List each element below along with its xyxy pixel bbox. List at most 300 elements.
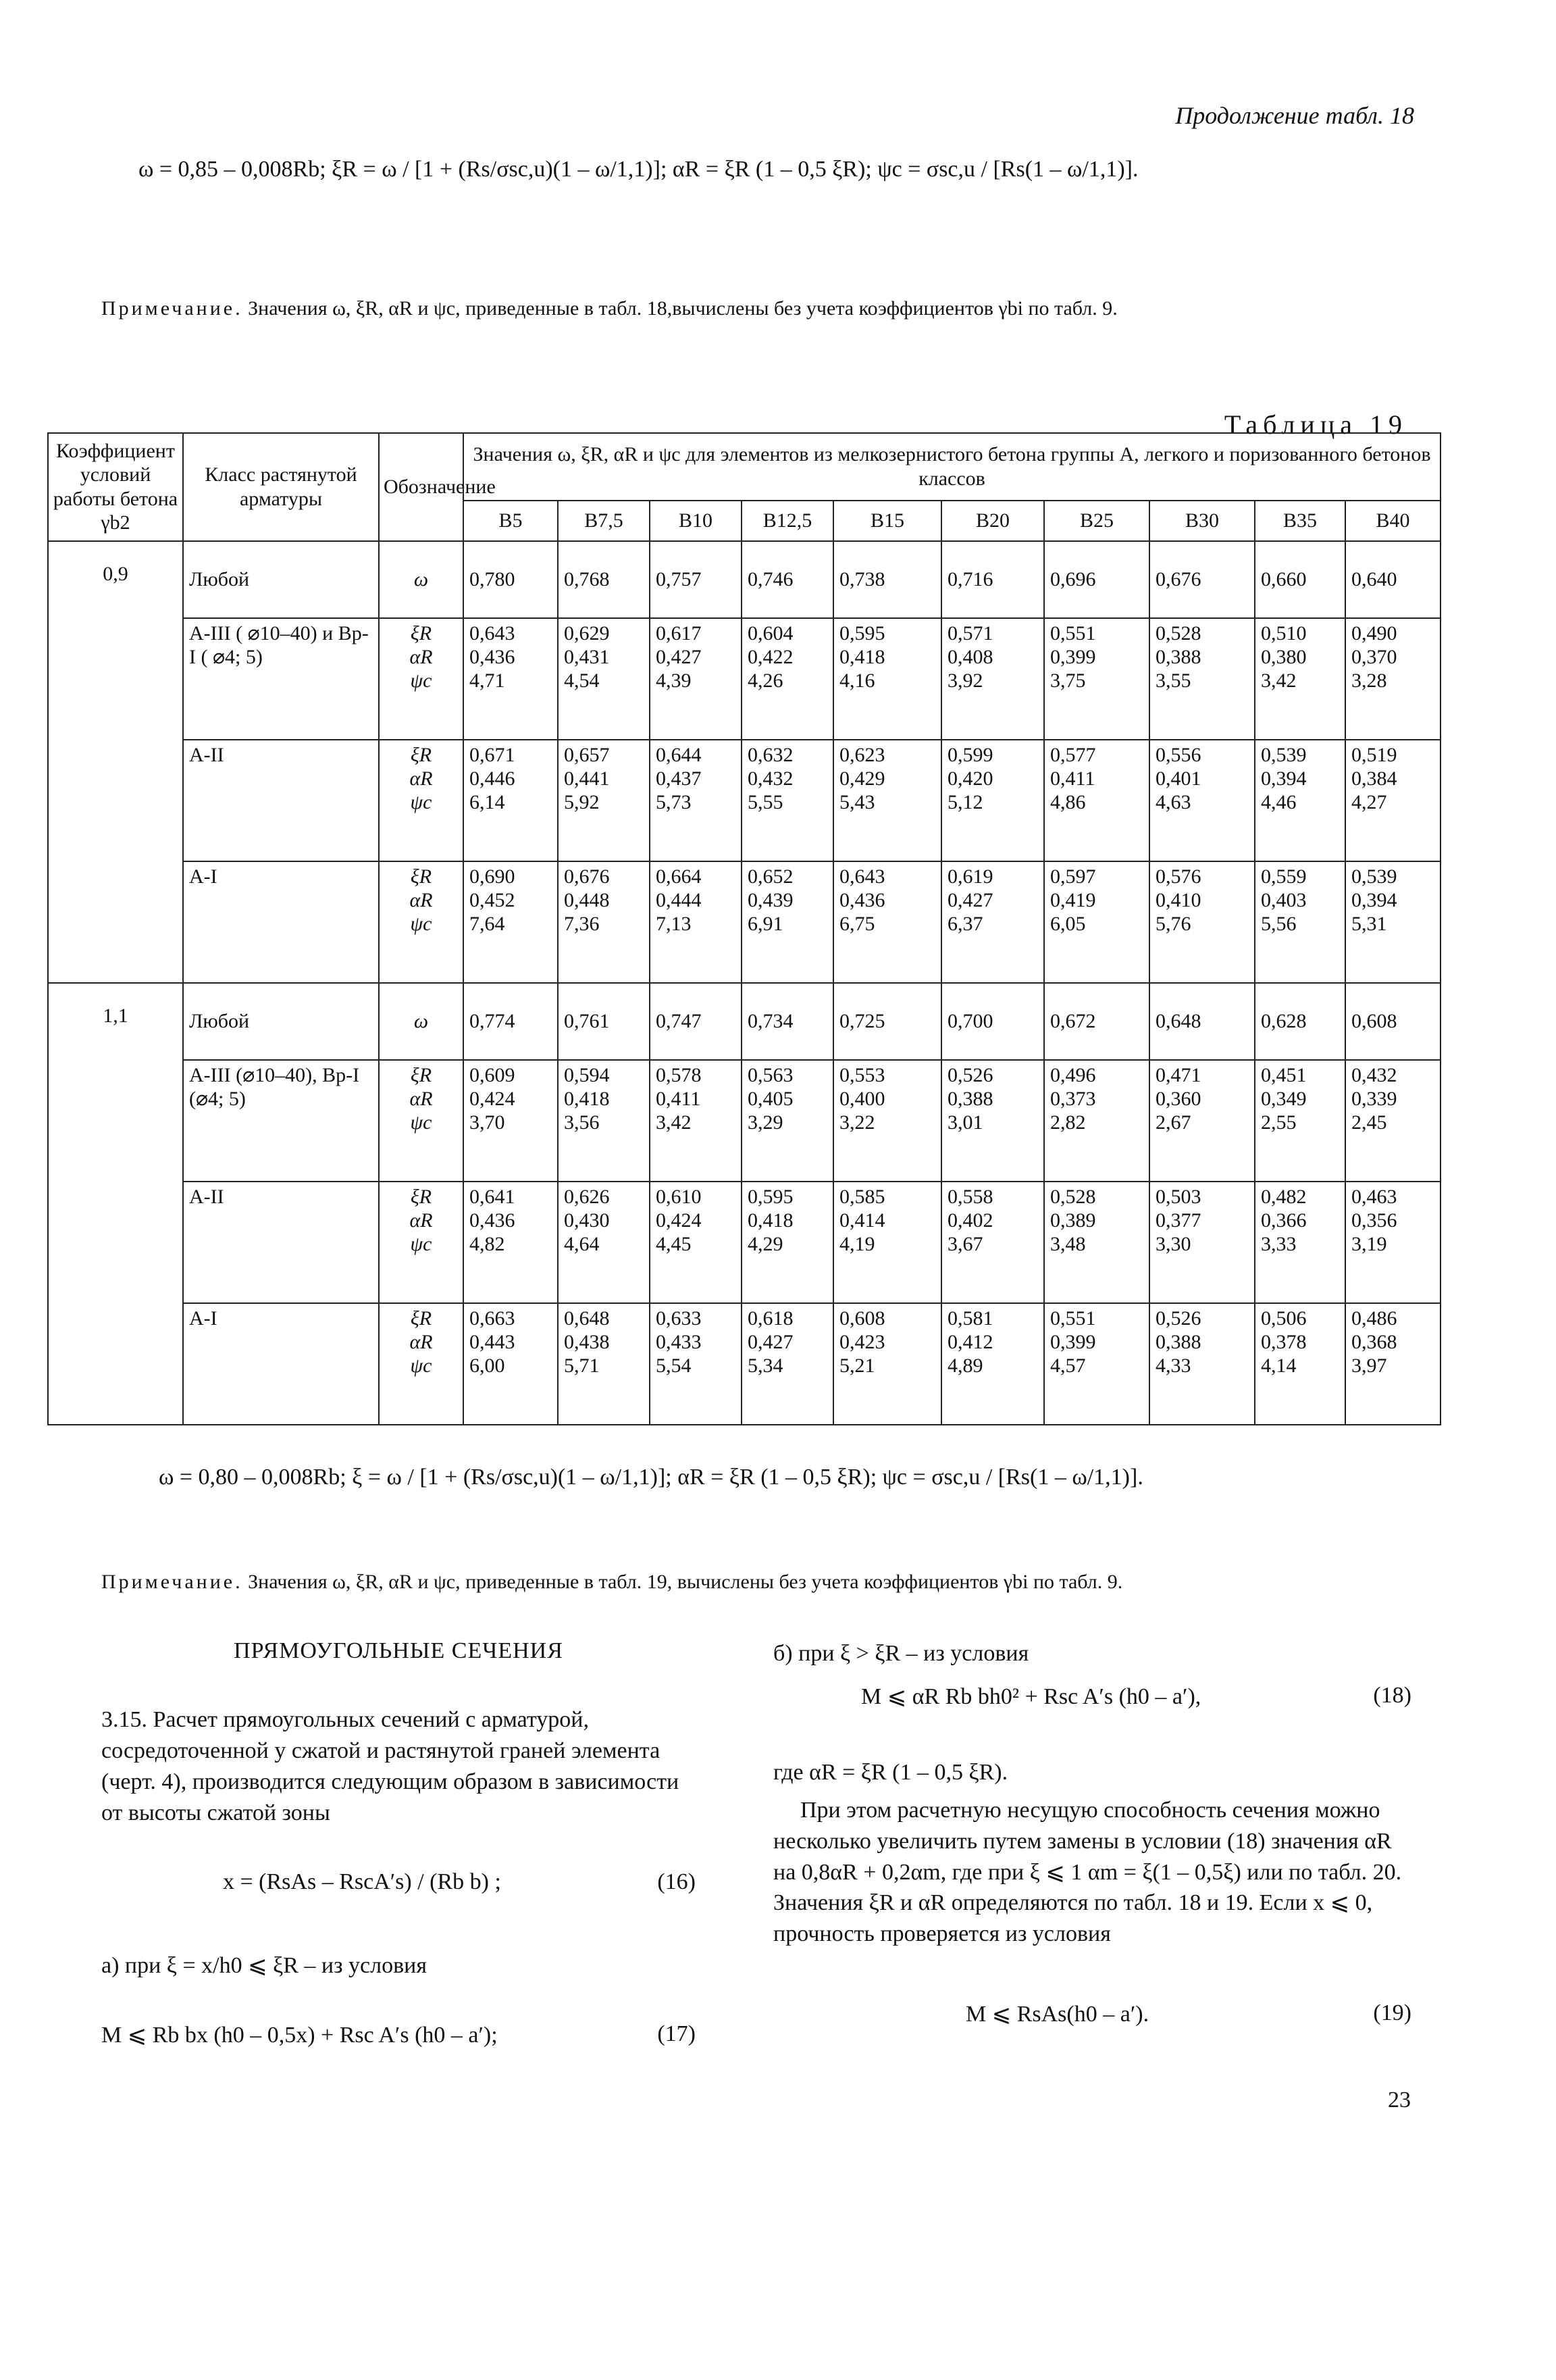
value: 0,608 [1351,1009,1397,1032]
value-cell [941,1060,1044,1182]
value: 0,427 [748,1330,794,1353]
eq16-body: x = (RsAs – RscA′s) / (Rb b) ; [223,1869,501,1894]
value-cell [1149,1303,1255,1425]
value: 0,559 [1261,865,1307,888]
value-cell [833,740,941,861]
value: 0,571 [948,622,993,644]
designation-cell [379,740,463,861]
value-cell [742,861,833,983]
steel-class-cell: А-II [183,1182,379,1303]
value: 0,441 [564,767,610,790]
value: 0,471 [1156,1063,1201,1086]
header-class-4: B15 [833,501,941,541]
value-cell [1255,541,1345,618]
steel-class-cell: Любой [183,541,379,618]
table-row [48,861,1441,983]
value: 6,75 [839,913,875,936]
value: 0,388 [1156,645,1201,668]
value: 3,67 [948,1233,983,1256]
value: 0,418 [748,1209,794,1232]
value: 0,370 [1351,645,1397,668]
value: 0,496 [1050,1063,1096,1086]
header-class-0: B5 [463,501,558,541]
value: 0,633 [656,1307,702,1330]
header-class-3: B12,5 [742,501,833,541]
table-row [48,983,1441,1060]
value: 0,577 [1050,743,1096,766]
value-cell [1255,983,1345,1060]
value: 0,671 [469,743,515,766]
value-cell [558,983,650,1060]
value: 3,97 [1351,1354,1387,1377]
value: 3,42 [656,1111,692,1134]
value-cell [742,983,833,1060]
value: 0,643 [839,865,885,888]
table-row [48,541,1441,618]
value-cell [463,618,558,740]
value: 0,482 [1261,1185,1307,1208]
eq17-body: M ⩽ Rb bx (h0 – 0,5x) + Rsc A′s (h0 – a′); [101,2023,498,2048]
value: 0,414 [839,1209,885,1232]
value: 3,56 [564,1111,600,1134]
value-cell [1345,861,1441,983]
header-row-1 [48,433,1441,501]
value: 0,436 [839,888,885,911]
value: 4,45 [656,1233,692,1256]
value: 0,628 [1261,1009,1307,1032]
table-row [48,1303,1441,1425]
value: 7,64 [469,913,505,936]
value-cell [833,618,941,740]
value: 0,657 [564,743,610,766]
value: 0,427 [656,645,702,668]
eq18-number: (18) [1373,1682,1411,1708]
value: 4,19 [839,1233,875,1256]
value: 0,648 [564,1307,610,1330]
value-cell [941,861,1044,983]
value: 3,92 [948,669,983,692]
value-cell [463,1060,558,1182]
value: 0,528 [1050,1185,1096,1208]
value-cell [833,1060,941,1182]
value: 0,463 [1351,1185,1397,1208]
header-class-2: B10 [650,501,742,541]
symbol: ψc [410,1111,432,1134]
value: 6,14 [469,791,505,814]
value: 0,418 [564,1087,610,1110]
value-cell [742,618,833,740]
value: 0,644 [656,743,702,766]
value-cell [1149,1182,1255,1303]
value: 5,76 [1156,913,1191,936]
equation-19 [773,2000,1411,2034]
coef-cell: 1,1 [48,983,183,1425]
value: 0,503 [1156,1185,1201,1208]
value: 5,71 [564,1354,600,1377]
value-cell [941,541,1044,618]
equation-16 [101,1856,696,1917]
value-cell [1255,1182,1345,1303]
value: 2,55 [1261,1111,1297,1134]
value: 0,553 [839,1063,885,1086]
value: 0,443 [469,1330,515,1353]
value: 4,33 [1156,1354,1191,1377]
value: 6,00 [469,1354,505,1377]
note-1 [101,297,1118,320]
value: 0,664 [656,865,702,888]
symbol: ξR [410,1307,432,1330]
value: 3,48 [1050,1233,1086,1256]
value: 4,29 [748,1233,783,1256]
value: 0,556 [1156,743,1201,766]
value: 4,26 [748,669,783,692]
value-cell [1149,541,1255,618]
value: 0,430 [564,1209,610,1232]
value: 3,01 [948,1111,983,1134]
value: 0,399 [1050,1330,1096,1353]
symbol: ξR [410,1185,432,1208]
continuation-header: Продолжение табл. 18 [1175,102,1414,129]
value-cell [742,1060,833,1182]
value: 6,37 [948,913,983,936]
value-cell [1345,618,1441,740]
value-cell [1345,1182,1441,1303]
equation-17 [101,2021,696,2055]
value: 2,67 [1156,1111,1191,1134]
value: 2,45 [1351,1111,1387,1134]
value-cell [1044,1303,1149,1425]
value: 0,551 [1050,1307,1096,1330]
value: 0,539 [1351,865,1397,888]
value: 0,581 [948,1307,993,1330]
value: 0,486 [1351,1307,1397,1330]
value-cell [833,1182,941,1303]
value: 0,617 [656,622,702,644]
value: 0,663 [469,1307,515,1330]
value-cell [1149,1060,1255,1182]
designation-cell [379,541,463,618]
value: 0,585 [839,1185,885,1208]
value: 0,452 [469,888,515,911]
value: 0,490 [1351,622,1397,644]
value: 0,609 [469,1063,515,1086]
eq17-number: (17) [657,2021,696,2047]
eq18-body: M ⩽ αR Rb bh0² + Rsc A′s (h0 – a′), [861,1683,1201,1709]
value: 0,619 [948,865,993,888]
value: 3,28 [1351,669,1387,692]
value: 0,641 [469,1185,515,1208]
value: 0,626 [564,1185,610,1208]
value: 0,378 [1261,1330,1307,1353]
value-cell [1255,1060,1345,1182]
value: 0,774 [469,1009,515,1032]
value: 0,632 [748,743,794,766]
value: 0,528 [1156,622,1201,644]
symbol: ξR [410,743,432,766]
note-2-text: Значения ω, ξR, αR и ψc, приведенные в табл. 19, вычислены без учета коэффициентов γbi по табл. 9. [242,1571,1123,1593]
value: 0,436 [469,645,515,668]
value: 0,410 [1156,888,1201,911]
value: 0,419 [1050,888,1096,911]
value: 0,648 [1156,1009,1201,1032]
value-cell [463,861,558,983]
where-clause: где αR = ξR (1 – 0,5 ξR). [773,1759,1008,1785]
header-designation: Обозначение [379,433,463,541]
value-cell [1149,740,1255,861]
value-cell [463,740,558,861]
value: 0,403 [1261,888,1307,911]
value-cell [1044,1060,1149,1182]
value-cell [1255,618,1345,740]
value: 0,510 [1261,622,1307,644]
value: 0,451 [1261,1063,1307,1086]
symbol: αR [409,1087,433,1110]
value: 0,652 [748,865,794,888]
value-cell [1044,740,1149,861]
value: 5,92 [564,791,600,814]
value: 3,22 [839,1111,875,1134]
value: 0,597 [1050,865,1096,888]
designation-cell [379,1182,463,1303]
value-cell [941,740,1044,861]
symbol: αR [409,767,433,790]
designation-cell [379,1060,463,1182]
value: 6,05 [1050,913,1086,936]
value: 0,429 [839,767,885,790]
table-19 [47,432,1441,1425]
value-cell [1345,1060,1441,1182]
designation-cell [379,983,463,1060]
value: 0,780 [469,567,515,590]
value: 4,63 [1156,791,1191,814]
value: 4,54 [564,669,600,692]
value-cell [1345,740,1441,861]
header-class-5: B20 [941,501,1044,541]
value: 0,608 [839,1307,885,1330]
value-cell [1149,618,1255,740]
symbol: αR [409,888,433,911]
note-2 [101,1571,1122,1594]
value-cell [1044,861,1149,983]
value: 0,578 [656,1063,702,1086]
value: 0,401 [1156,767,1201,790]
value-cell [558,740,650,861]
value-cell [1255,740,1345,861]
value-cell [1345,541,1441,618]
value: 5,55 [748,791,783,814]
steel-class-cell: А-III (⌀10–40), Вр-I (⌀4; 5) [183,1060,379,1182]
value: 0,436 [469,1209,515,1232]
value: 0,424 [469,1087,515,1110]
value-cell [1044,983,1149,1060]
value-cell [463,541,558,618]
value: 0,506 [1261,1307,1307,1330]
value: 0,563 [748,1063,794,1086]
value: 7,13 [656,913,692,936]
value: 0,757 [656,567,702,590]
coef-cell: 0,9 [48,541,183,983]
value: 0,595 [748,1185,794,1208]
value: 0,716 [948,567,993,590]
value-cell [1044,1182,1149,1303]
value: 5,73 [656,791,692,814]
steel-class-cell: А-III ( ⌀10–40) и Вр-I ( ⌀4; 5) [183,618,379,740]
value-cell [558,1303,650,1425]
eq16-number: (16) [657,1869,696,1894]
value: 4,57 [1050,1354,1086,1377]
header-class-8: B35 [1255,501,1345,541]
symbol: ω [413,567,429,590]
value-cell [558,541,650,618]
header-class-6: B25 [1044,501,1149,541]
value-cell [558,861,650,983]
value-cell [650,1182,742,1303]
value: 4,39 [656,669,692,692]
value-cell [650,541,742,618]
paragraph-3-15: 3.15. Расчет прямоугольных сечений с арматурой, сосредоточенной у сжатой и растянутой граней элемента (черт. 4), производится следующим образом в зависимости от высоты сжатой зоны [101,1707,679,1825]
value: 4,71 [469,669,505,692]
value: 0,389 [1050,1209,1096,1232]
steel-class-cell: А-I [183,861,379,983]
value-cell [650,1303,742,1425]
value-cell [941,1303,1044,1425]
value: 0,438 [564,1330,610,1353]
table-row [48,740,1441,861]
value: 0,368 [1351,1330,1397,1353]
value: 4,27 [1351,791,1387,814]
value: 0,411 [1050,767,1095,790]
case-b: б) при ξ > ξR – из условия [773,1641,1029,1666]
value: 0,629 [564,622,610,644]
value: 0,599 [948,743,993,766]
value: 0,448 [564,888,610,911]
value-cell [1149,983,1255,1060]
value: 0,738 [839,567,885,590]
value-cell [742,1182,833,1303]
value-cell [1044,618,1149,740]
symbol: ψc [410,913,432,936]
value: 0,519 [1351,743,1397,766]
value-cell [1345,983,1441,1060]
value: 5,54 [656,1354,692,1377]
table-row [48,1182,1441,1303]
value: 0,623 [839,743,885,766]
value-cell [650,618,742,740]
value-cell [650,983,742,1060]
value: 0,422 [748,645,794,668]
value: 5,56 [1261,913,1297,936]
header-class-7: B30 [1149,501,1255,541]
symbol: ψc [410,791,432,814]
value-cell [558,1182,650,1303]
eq19-body: M ⩽ RsAs(h0 – a′). [966,2002,1149,2027]
symbol: ξR [410,622,432,644]
value-cell [742,1303,833,1425]
table-row [48,618,1441,740]
value: 3,19 [1351,1233,1387,1256]
symbol: αR [409,1209,433,1232]
value: 5,34 [748,1354,783,1377]
value: 0,399 [1050,645,1096,668]
value: 0,433 [656,1330,702,1353]
value: 5,31 [1351,913,1387,936]
symbol: ξR [410,865,432,888]
value: 0,432 [748,767,794,790]
note-1-text: Значения ω, ξR, αR и ψc, приведенные в табл. 18,вычислены без учета коэффициентов γbi по табл. 9. [242,297,1118,320]
value: 0,380 [1261,645,1307,668]
value: 0,672 [1050,1009,1096,1032]
value-cell [941,618,1044,740]
value: 4,86 [1050,791,1086,814]
case-a: а) при ξ = x/h0 ⩽ ξR – из условия [101,1952,427,1978]
header-class-1: B7,5 [558,501,650,541]
value-cell [742,541,833,618]
value: 3,33 [1261,1233,1297,1256]
symbol: ψc [410,669,432,692]
value: 0,420 [948,767,993,790]
value: 0,700 [948,1009,993,1032]
value: 0,405 [748,1087,794,1110]
value: 0,526 [948,1063,993,1086]
value: 2,82 [1050,1111,1086,1134]
symbol: ψc [410,1233,432,1256]
value: 6,91 [748,913,783,936]
right-column [773,1638,1411,2034]
value: 5,12 [948,791,983,814]
section-title: ПРЯМОУГОЛЬНЫЕ СЕЧЕНИЯ [234,1638,563,1663]
value: 0,394 [1261,767,1307,790]
value: 0,411 [656,1087,701,1110]
value-cell [650,861,742,983]
value: 0,676 [564,865,610,888]
table-19-title: Таблица 19 [1224,409,1407,440]
value: 0,402 [948,1209,993,1232]
equation-18 [773,1683,1411,1717]
value: 0,594 [564,1063,610,1086]
value-cell [650,1060,742,1182]
value: 4,64 [564,1233,600,1256]
value: 0,734 [748,1009,794,1032]
value-cell [833,1303,941,1425]
value: 3,55 [1156,669,1191,692]
value: 3,30 [1156,1233,1191,1256]
value: 0,394 [1351,888,1397,911]
value-cell [650,740,742,861]
value-cell [941,1182,1044,1303]
value: 0,551 [1050,622,1096,644]
value-cell [833,861,941,983]
value: 0,388 [1156,1330,1201,1353]
value-cell [1345,1303,1441,1425]
formula-bottom: ω = 0,80 – 0,008Rb; ξ = ω / [1 + (Rs/σsc,u)(1 – ω/1,1)]; αR = ξR (1 – 0,5 ξR); ψc = σsc,u / [Rs(1 – ω/1,1)]. [159,1465,1143,1490]
value: 0,412 [948,1330,993,1353]
value: 0,725 [839,1009,885,1032]
value: 0,377 [1156,1209,1201,1232]
steel-class-cell: А-I [183,1303,379,1425]
value-cell [1255,861,1345,983]
page-number: 23 [1388,2087,1411,2112]
value: 0,427 [948,888,993,911]
value-cell [1149,861,1255,983]
value: 0,360 [1156,1087,1201,1110]
value: 0,349 [1261,1087,1307,1110]
value: 3,42 [1261,669,1297,692]
value-cell [1255,1303,1345,1425]
value-cell [463,1182,558,1303]
value: 5,43 [839,791,875,814]
value-cell [833,541,941,618]
value: 0,640 [1351,567,1397,590]
